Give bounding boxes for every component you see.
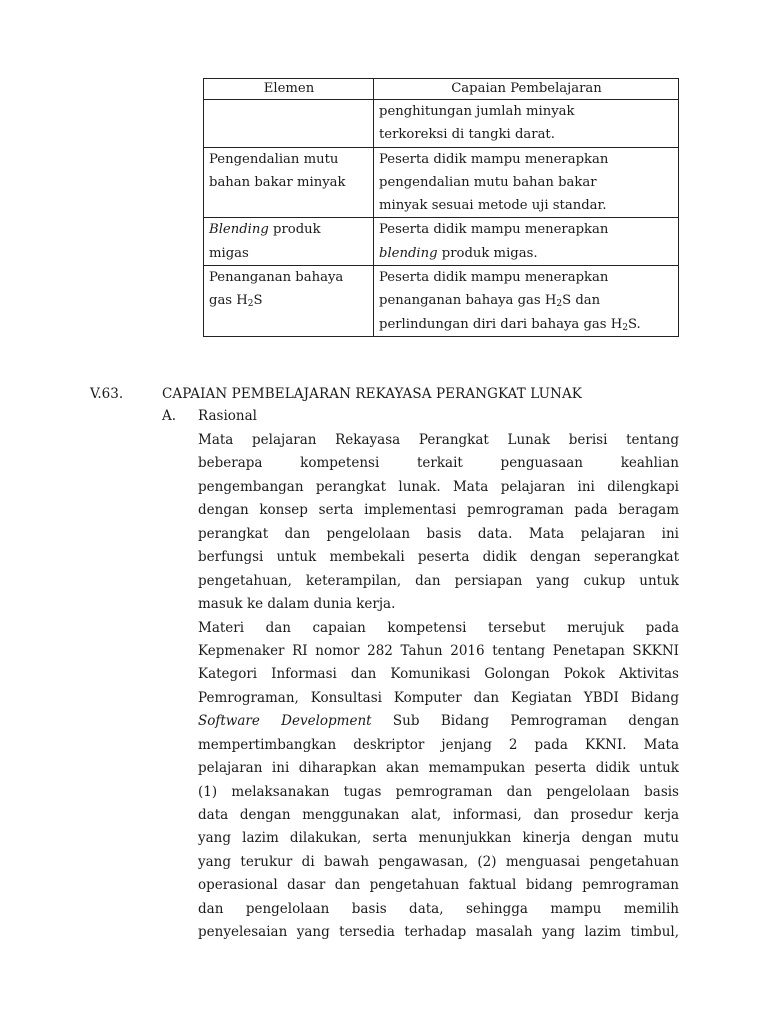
paragraph-line: operasional dasar dan pengetahuan faktual bidang pemrograman	[198, 877, 679, 894]
paragraph-line: beberapa kompetensi terkait penguasaan keahlian	[198, 455, 679, 472]
paragraph-line	[198, 710, 679, 733]
subsection-number: A.	[162, 408, 177, 424]
italic-term: blending	[379, 245, 438, 261]
cell-line: Peserta didik mampu menerapkan	[379, 222, 609, 238]
subscript: 2	[622, 322, 628, 333]
capaian-cell	[374, 100, 679, 148]
cell-text: perlindungan diri dari bahaya gas H	[379, 316, 623, 332]
paragraph-line: Kategori Informasi dan Komunikasi Golongan Pokok Aktivitas	[198, 666, 679, 683]
paragraph-line: Mata pelajaran Rekayasa Perangkat Lunak berisi tentang	[198, 432, 679, 448]
rationale-body	[198, 429, 679, 945]
elemen-cell	[204, 218, 374, 266]
table-header-row	[204, 79, 679, 100]
subscript: 2	[247, 299, 254, 310]
elemen-cell	[204, 266, 374, 337]
cell-text: penanganan bahaya gas H	[379, 293, 557, 309]
cell-line: terkoreksi di tangki darat.	[379, 127, 555, 143]
cell-line	[209, 218, 369, 241]
cell-line: minyak sesuai metode uji standar.	[379, 198, 607, 214]
table-row	[204, 100, 679, 148]
capaian-cell	[374, 147, 679, 218]
paragraph-line: data dengan menggunakan alat, informasi, dan prosedur kerja	[198, 807, 679, 823]
cell-line: pengendalian mutu bahan bakar	[379, 174, 597, 190]
cell-text: produk migas.	[437, 245, 538, 261]
paragraph-line: berfungsi untuk membekali peserta didik dengan seperangkat	[198, 549, 679, 566]
capaian-cell	[374, 218, 679, 266]
paragraph-line: dan pengelolaan basis data, sehingga mampu memilih	[198, 900, 679, 917]
cell-text: S.	[627, 316, 641, 332]
italic-phrase: Software Development	[198, 713, 372, 730]
cell-line: migas	[209, 245, 249, 261]
cell-text: S dan	[562, 293, 601, 309]
paragraph-line: penyelesaian yang tersedia terhadap masalah yang lazim timbul,	[198, 924, 679, 941]
paragraph-line: pengembangan perangkat lunak. Mata pelajaran ini dilengkapi	[198, 478, 679, 495]
paragraph-line: Kepmenaker RI nomor 282 Tahun 2016 tentang Penetapan SKKNI	[198, 642, 679, 659]
subsection-title: Rasional	[198, 408, 257, 424]
cell-line: Penanganan bahaya	[209, 270, 344, 286]
paragraph-line: (1) melaksanakan tugas pemrograman dan pengelolaan basis	[198, 783, 679, 800]
learning-outcomes-table	[203, 78, 679, 337]
table-row	[204, 218, 679, 266]
cell-line	[379, 313, 674, 336]
header-capaian: Capaian Pembelajaran	[374, 79, 679, 100]
header-elemen: Elemen	[204, 79, 374, 100]
paragraph-text: Sub Bidang Pemrograman dengan	[371, 713, 680, 730]
paragraph-line: yang terukur di bawah pengawasan, (2) menguasai pengetahuan	[198, 853, 679, 870]
cell-line: penghitungan jumlah minyak	[379, 104, 575, 119]
capaian-cell	[374, 266, 679, 337]
cell-text: S	[253, 293, 263, 309]
paragraph-line: Pemrograman, Konsultasi Komputer dan Kegiatan YBDI Bidang	[198, 689, 679, 706]
cell-line	[379, 289, 674, 312]
table-row	[204, 147, 679, 218]
paragraph-line: masuk ke dalam dunia kerja.	[198, 596, 396, 613]
table-row	[204, 266, 679, 337]
cell-line: Peserta didik mampu menerapkan	[379, 151, 609, 167]
paragraph-line: pengetahuan, keterampilan, dan persiapan yang cukup untuk	[198, 572, 679, 589]
paragraph-line: perangkat dan pengelolaan basis data. Mata pelajaran ini	[198, 525, 679, 542]
subscript: 2	[556, 299, 563, 310]
elemen-cell	[204, 147, 374, 218]
paragraph-line: yang lazim dilakukan, serta menunjukkan kinerja dengan mutu	[198, 830, 679, 847]
paragraph-line: pelajaran ini diharapkan akan memampukan peserta didik untuk	[198, 760, 679, 777]
elemen-cell	[204, 100, 374, 148]
paragraph-line: dengan konsep serta implementasi pemrograman pada beragam	[198, 502, 679, 519]
section-title: CAPAIAN PEMBELAJARAN REKAYASA PERANGKAT LUNAK	[162, 386, 582, 402]
cell-line: Peserta didik mampu menerapkan	[379, 270, 609, 286]
cell-line	[209, 289, 369, 312]
paragraph-line: Materi dan capaian kompetensi tersebut merujuk pada	[198, 619, 679, 636]
cell-text: produk	[268, 222, 321, 238]
cell-text: gas H	[209, 293, 248, 309]
cell-line: Pengendalian mutu	[209, 151, 339, 167]
cell-line	[379, 242, 674, 265]
cell-line: bahan bakar minyak	[209, 174, 346, 190]
paragraph-line: mempertimbangkan deskriptor jenjang 2 pada KKNI. Mata	[198, 736, 679, 753]
italic-term: Blending	[209, 222, 269, 238]
section-number: V.63.	[90, 386, 124, 402]
